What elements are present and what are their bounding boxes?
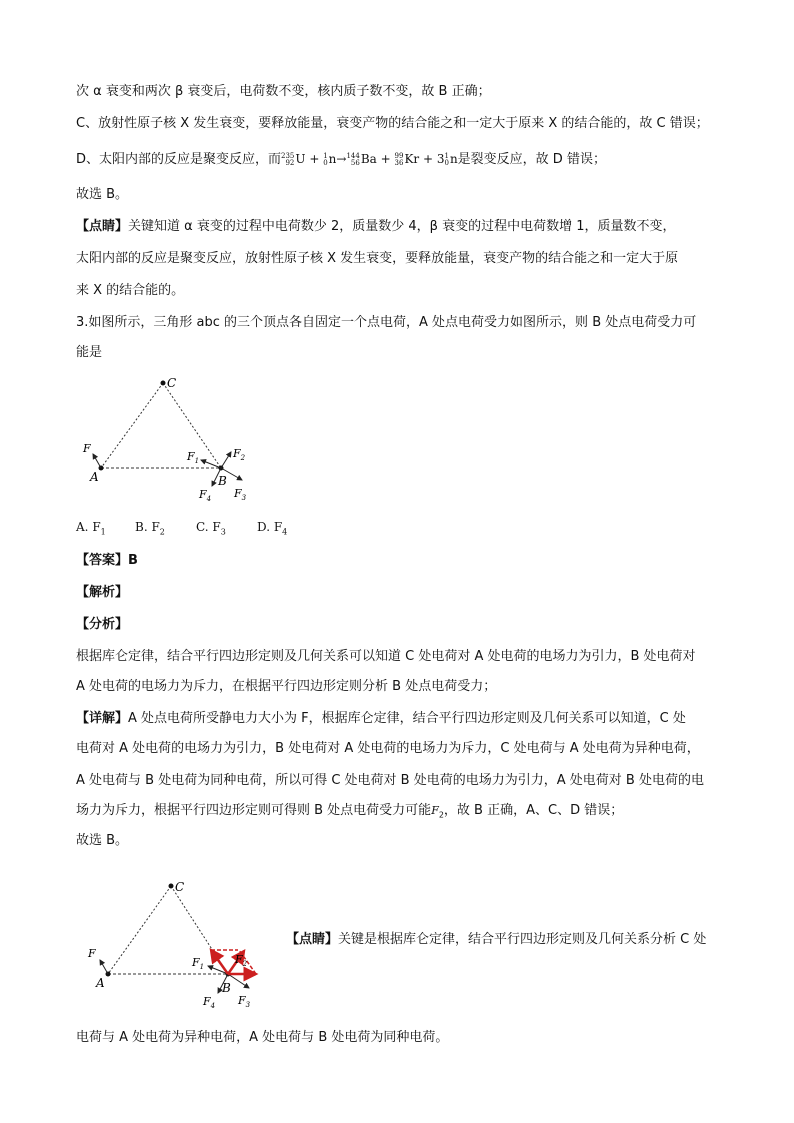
force-arrow-a-2 xyxy=(100,960,108,974)
label-f3: $F_3$ xyxy=(234,487,247,502)
label-f4-2: $F_4$ xyxy=(203,995,216,1010)
prev-answer-line-2: C、放射性原子核 X 发生衰变，要释放能量，衰变产物的结合能之和一定大于原来 X 的结合能的，故 C 错误； xyxy=(76,116,709,131)
side-ca-2 xyxy=(108,886,171,974)
label-a: A xyxy=(90,470,99,484)
detail-line-2: 电荷对 A 处电荷的电场力为引力，B 处电荷对 A 处电荷的电场力为斥力，C 处电荷与 A 处电荷为异种电荷， xyxy=(76,741,700,756)
label-b-2: B xyxy=(222,981,231,995)
charge-c-2 xyxy=(169,884,174,889)
question-line-1: 3.如图所示，三角形 abc 的三个顶点各自固定一个点电荷，A 处点电荷受力如图所示，则 B 处点电荷受力可 xyxy=(76,315,697,330)
force-arrow-a xyxy=(93,454,101,468)
label-c-2: C xyxy=(175,880,185,894)
fission-equation: 235 92 U + 1 0 n→ 144 56 Ba + 99 36 Kr + 3 1 0 n xyxy=(281,151,458,167)
label-b: B xyxy=(218,474,227,488)
prev-answer-line-3-start: D、太阳内部的反应是聚变反应，而 xyxy=(76,152,282,167)
option-b[interactable]: B. $F_2$ xyxy=(135,520,165,537)
option-a[interactable]: A. $F_1$ xyxy=(76,520,106,537)
detail-line-3: A 处电荷与 B 处电荷为同种电荷，所以可得 C 处电荷对 B 处电荷的电场力为引力，A 处电荷对 B 处电荷的电 xyxy=(76,773,704,788)
comment-2-line-1: 【点睛】关键是根据库仑定律，结合平行四边形定则及几何关系分析 C 处 xyxy=(286,932,707,947)
comment-2-line-2: 电荷与 A 处电荷为异种电荷，A 处电荷与 B 处电荷为同种电荷。 xyxy=(76,1030,449,1045)
side-ca xyxy=(101,383,163,468)
option-d[interactable]: D. $F_4$ xyxy=(257,520,288,537)
label-f3-2: $F_3$ xyxy=(238,994,251,1009)
question-line-2: 能是 xyxy=(76,345,103,360)
label-f2: $F_2$ xyxy=(233,447,246,462)
option-c[interactable]: C. $F_3$ xyxy=(196,520,226,537)
label-f1: $F_1$ xyxy=(187,450,200,465)
detail-tag: 【详解】 xyxy=(76,711,129,726)
prev-answer-line-4: 故选 B。 xyxy=(76,187,129,202)
force-arrow-f3-2 xyxy=(228,974,249,988)
fenxi-title: 【分析】 xyxy=(76,617,129,632)
comment-1-tag: 【点睛】 xyxy=(76,219,129,234)
force-arrow-f2 xyxy=(221,452,231,468)
label-a-2: A xyxy=(96,976,105,990)
label-f2-2: $F_2$ xyxy=(235,953,248,968)
prev-answer-line-3-end: 是裂变反应，故 D 错误； xyxy=(457,152,606,167)
detail-line-4: 场力为斥力，根据平行四边形定则可得则 B 处点电荷受力可能$F_2$，故 B 正确，A、C、D 错误； xyxy=(76,803,624,820)
label-f1-2: $F_1$ xyxy=(192,956,205,971)
label-force-a: F xyxy=(83,442,91,455)
fenxi-line-1: 根据库仑定律，结合平行四边形定则及几何关系可以知道 C 处电荷对 A 处电荷的电场力为引力，B 处电荷对 xyxy=(76,649,696,664)
conclusion: 故选 B。 xyxy=(76,833,129,848)
label-force-a-2: F xyxy=(88,947,96,960)
answer: 【答案】B xyxy=(76,553,138,568)
label-c: C xyxy=(167,376,177,390)
charge-c xyxy=(161,381,166,386)
analysis-title: 【解析】 xyxy=(76,585,129,600)
label-f4: $F_4$ xyxy=(199,488,212,503)
comment-1-line-3: 来 X 的结合能的。 xyxy=(76,283,185,298)
prev-answer-line-1: 次 α 衰变和两次 β 衰变后，电荷数不变，核内质子数不变，故 B 正确； xyxy=(76,84,491,99)
detail-line-1: 【详解】A 处点电荷所受静电力大小为 F，根据库仑定律，结合平行四边形定则及几何关系可以知道，C 处 xyxy=(76,711,686,726)
triangle-figure xyxy=(76,368,276,508)
comment-2-tag: 【点睛】 xyxy=(286,932,339,947)
triangle-figure-solution xyxy=(78,873,278,1013)
comment-1-line-2: 太阳内部的反应是聚变反应，放射性原子核 X 发生衰变，要释放能量，衰变产物的结合能之和一定大于原 xyxy=(76,251,679,266)
comment-1-line-1: 【点睛】关键知道 α 衰变的过程中电荷数少 2，质量数少 4，β 衰变的过程中电荷数增 1，质量数不变， xyxy=(76,219,676,234)
fenxi-line-2: A 处电荷的电场力为斥力，在根据平行四边形定则分析 B 处点电荷受力； xyxy=(76,679,497,694)
prev-answer-line-3 xyxy=(76,150,606,169)
